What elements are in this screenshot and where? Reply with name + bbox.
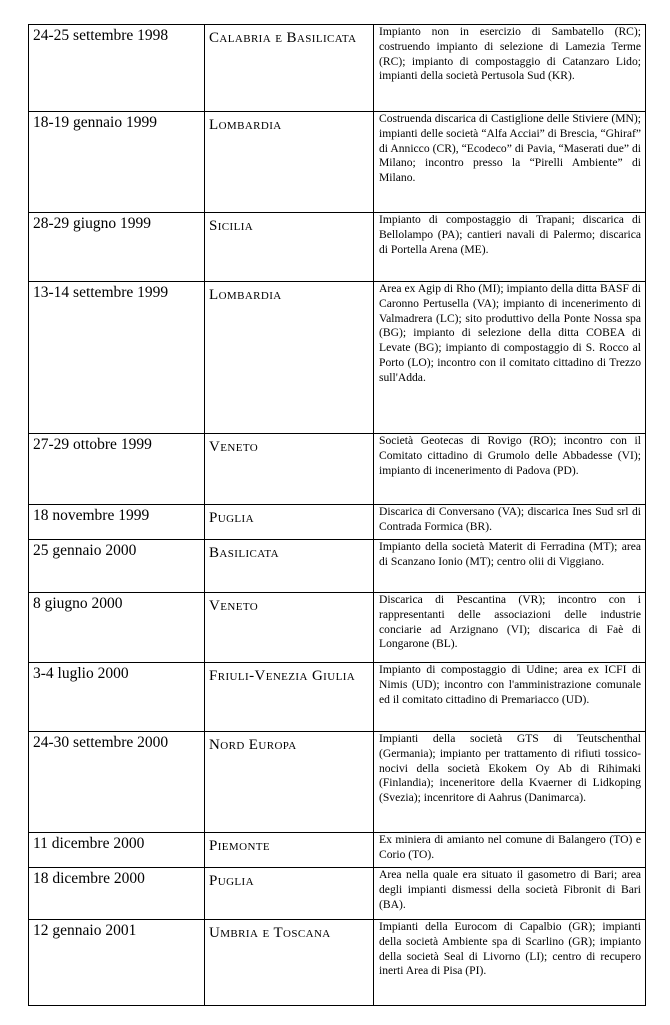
table-row [29,920,646,1006]
visit-description: Discarica di Conversano (VA); discarica Ines Sud srl di Contrada Formica (BR). [374,505,646,540]
visit-description: Area nella quale era situato il gasometro di Bari; area degli impianti dismessi della società Fibronit di Bari (BA). [374,868,646,920]
visit-description: Impianto della società Materit di Ferradina (MT); area di Scanzano Ionio (MT); centro olii di Viggiano. [374,540,646,593]
table-row [29,868,646,920]
visit-date: 25 gennaio 2000 [29,540,205,593]
visit-region [205,920,374,1006]
visit-description: Impianto non in esercizio di Sambatello (RC); costruendo impianto di selezione di Lamezia Terme (RC); impianto di compostaggio di Catanzaro Lido; impianti della società Pertusola Sud (KR). [374,25,646,112]
region-label: Friuli-Venezia Giulia [209,668,356,684]
visit-date: 12 gennaio 2001 [29,920,205,1006]
table-row [29,112,646,213]
region-label: Puglia [209,873,254,889]
site-visits-table [28,24,646,1006]
region-label: Sicilia [209,218,254,234]
visit-date: 24-30 settembre 2000 [29,732,205,833]
visit-description: Area ex Agip di Rho (MI); impianto della ditta BASF di Caronno Pertusella (VA); impianto di incenerimento di Valmadrera (LC); sito produttivo della Ponte Nossa spa (BG); impianto di selezione della ditta COBEA di Levate (BG); impianto di compostaggio di S. Rocco al Porto (LO); incontro con il comitato cittadino di Trezzo sull'Adda. [374,282,646,434]
table-row [29,663,646,732]
region-label: Basilicata [209,545,279,561]
visit-region [205,434,374,505]
visit-date: 3-4 luglio 2000 [29,663,205,732]
visit-date: 24-25 settembre 1998 [29,25,205,112]
visit-region [205,213,374,282]
table-row [29,434,646,505]
visit-region [205,112,374,213]
table-body [29,25,646,1006]
table-row [29,25,646,112]
table-row [29,505,646,540]
visit-date: 11 dicembre 2000 [29,833,205,868]
table-row [29,540,646,593]
table-row [29,833,646,868]
visit-date: 13-14 settembre 1999 [29,282,205,434]
table-row [29,282,646,434]
visit-region [205,868,374,920]
visit-description: Società Geotecas di Rovigo (RO); incontro con il Comitato cittadino di Grumolo delle Abbadesse (VI); impianto di incenerimento di Padova (PD). [374,434,646,505]
region-label: Veneto [209,598,259,614]
visit-region [205,833,374,868]
region-label: Calabria e Basilicata [209,30,357,46]
visit-description: Costruenda discarica di Castiglione delle Stiviere (MN); impianti delle società “Alfa Acciai” di Brescia, “Ghiraf” di Annicco (CR), “Ecodeco” di Pavia, “Maserati due” di Milano; incontro presso la “Pirelli Ambiente” di Milano. [374,112,646,213]
visit-description: Impianto di compostaggio di Udine; area ex ICFI di Nimis (UD); incontro con l'amministrazione comunale ed il comitato cittadino di Premariacco (UD). [374,663,646,732]
visit-region [205,593,374,663]
visit-region [205,540,374,593]
visit-date: 18-19 gennaio 1999 [29,112,205,213]
visit-date: 8 giugno 2000 [29,593,205,663]
table-row [29,213,646,282]
region-label: Lombardia [209,287,282,303]
visit-date: 27-29 ottobre 1999 [29,434,205,505]
visit-region [205,25,374,112]
region-label: Nord Europa [209,737,297,753]
visit-description: Discarica di Pescantina (VR); incontro con i rappresentanti delle associazioni delle industrie conciarie ad Arzignano (VI); discarica di Faè di Longarone (BL). [374,593,646,663]
region-label: Umbria e Toscana [209,925,331,941]
table-row [29,593,646,663]
region-label: Puglia [209,510,254,526]
visit-description: Impianti della società GTS di Teutschenthal (Germania); impianto per trattamento di rifiuti tossico-nocivi della società Ekokem Oy Ab di Rihimaki (Finlandia); inceneritore della Kvaerner di Lidkoping (Svezia); incenritore di Aahrus (Danimarca). [374,732,646,833]
visit-region [205,505,374,540]
visit-region [205,732,374,833]
visit-date: 18 novembre 1999 [29,505,205,540]
visit-description: Ex miniera di amianto nel comune di Balangero (TO) e Corio (TO). [374,833,646,868]
visit-region [205,282,374,434]
region-label: Veneto [209,439,259,455]
visit-description: Impianti della Eurocom di Capalbio (GR); impianti della società Ambiente spa di Scarlino (GR); impianto della società Seal di Livorno (LI); centro di recupero inerti Area di Pisa (PI). [374,920,646,1006]
visit-description: Impianto di compostaggio di Trapani; discarica di Bellolampo (PA); cantieri navali di Palermo; discarica di Portella Arena (ME). [374,213,646,282]
visit-date: 18 dicembre 2000 [29,868,205,920]
region-label: Lombardia [209,117,282,133]
visit-region [205,663,374,732]
region-label: Piemonte [209,838,271,854]
visit-date: 28-29 giugno 1999 [29,213,205,282]
table-row [29,732,646,833]
